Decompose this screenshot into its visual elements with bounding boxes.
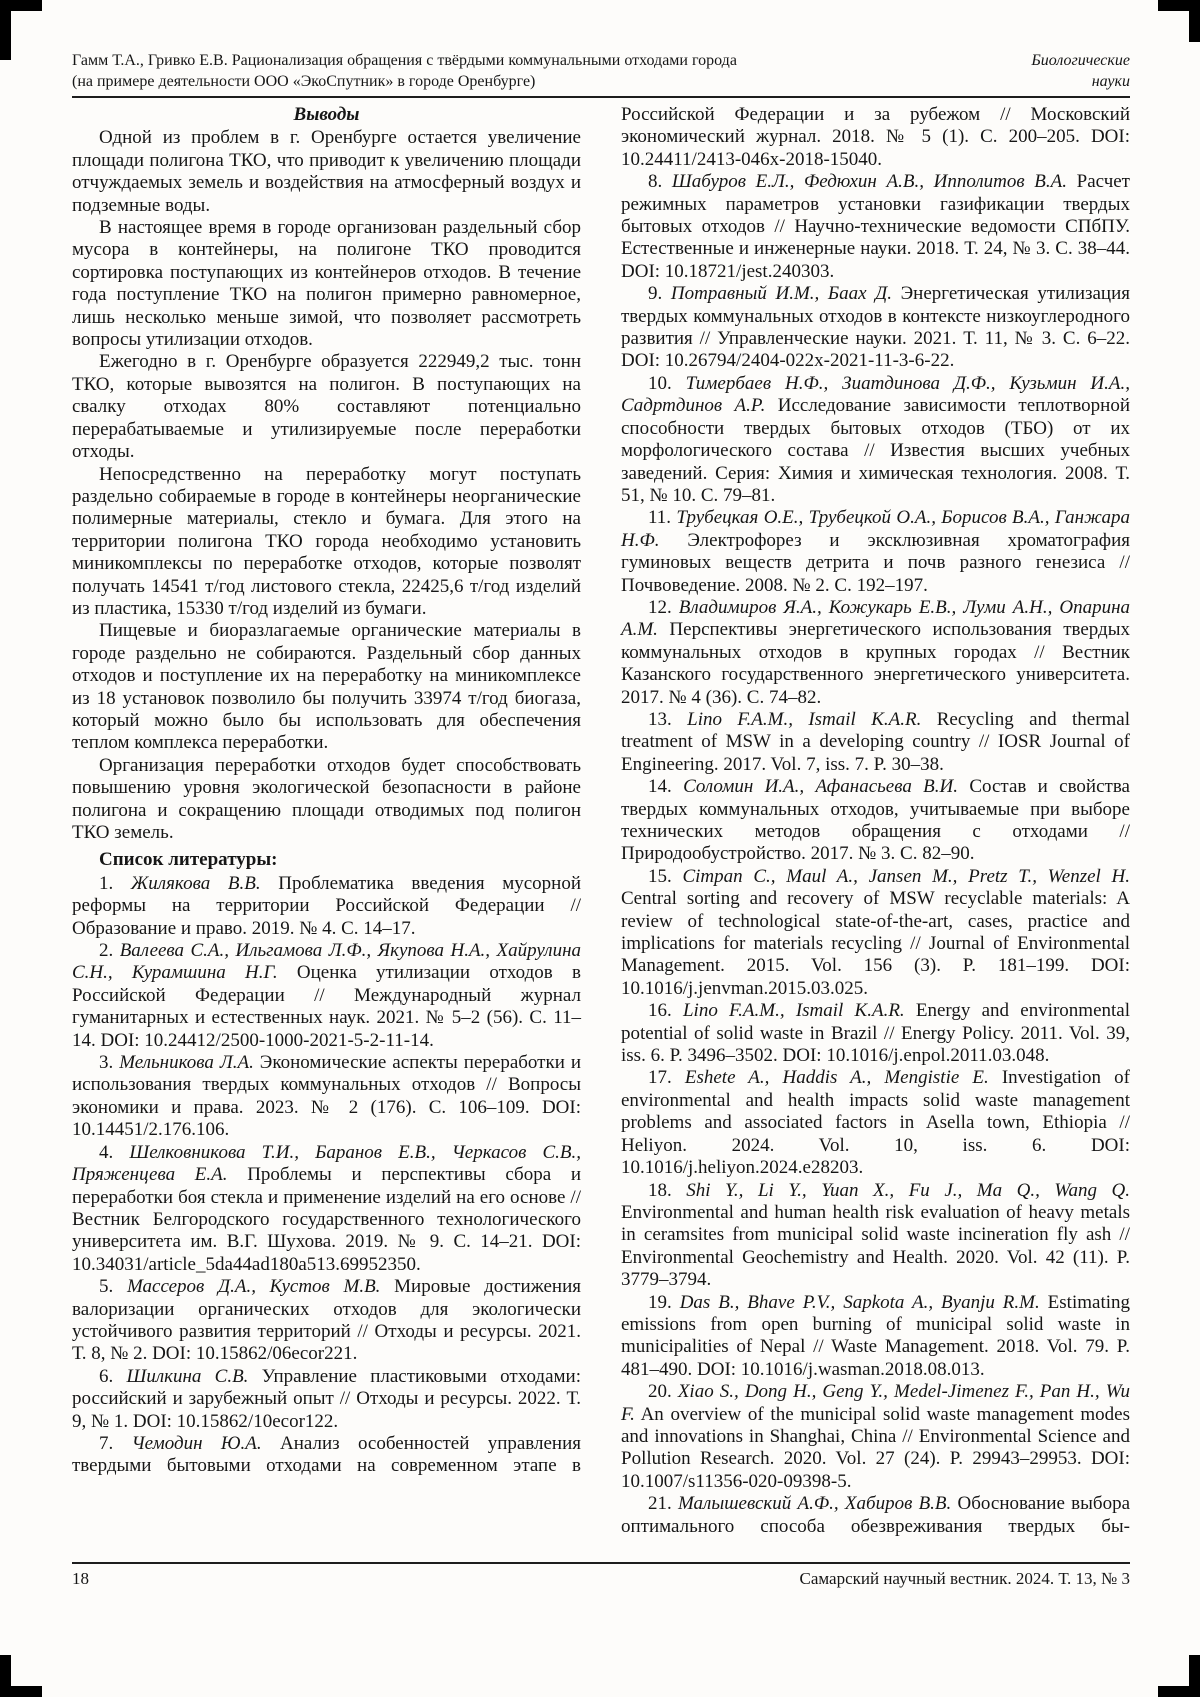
reference-text: Состав и свойства твердых коммунальных отходов, учитываемые при выборе технических методов обращения с отходами // Природообустройство. 2017. № 3. С. 82–90. (621, 776, 1130, 865)
reference-number: 18. (648, 1179, 672, 1201)
reference-text: Recycling and thermal treatment of MSW in a developing country // IOSR Journal of Engineering. 2017. Vol. 7, iss. 7. P. 30–38. (621, 708, 1130, 775)
reference-text: Оценка утилизации отходов в Российской Федерации // Международный журнал гуманитарных и естественных наук. 2021. № 5–2 (56). С. 11–14. DOI: 10.24412/2500-1000-2021-5-2-11-14. (72, 962, 582, 1051)
reference-item (621, 283, 1130, 373)
reference-authors: Das B., Bhave P.V., Sapkota A., Byanju R.M. (679, 1291, 1040, 1313)
reference-text: Перспективы энергетического использования твердых коммунальных отходов в крупных городах // Вестник Казанского государственного энергетического университета. 2017. № 4 (36). С. 74–82. (621, 619, 1130, 708)
reference-authors: Владимиров Я.А., Кожукарь Е.В., Луми А.Н., Опарина А.М. (621, 596, 1130, 641)
reference-item (72, 1052, 581, 1142)
reference-number: 9. (648, 283, 663, 305)
header-line-2 (72, 71, 1130, 92)
reference-authors: Массеров Д.А., Кустов М.В. (126, 1276, 381, 1298)
reference-number: 1. (99, 872, 114, 894)
right-column (621, 104, 1130, 1560)
reference-item (621, 507, 1130, 597)
running-title-line2: (на примере деятельности ООО «ЭкоСпутник» в городе Оренбурге) (72, 73, 536, 90)
paragraph: Организация переработки отходов будет способствовать повышению уровня экологической безопасности в районе полигона и сокращению площади отводимых под полигон ТКО земель. (72, 754, 581, 843)
reference-text: Исследование зависимости теплотворной способности твердых бытовых отходов (ТБО) от их морфологического состава // Известия высших учебных заведений. Серия: Химия и химическая технология. 2008. Т. 51, № 10. С. 79–81. (621, 395, 1130, 506)
reference-item (621, 776, 1130, 866)
reference-text: Мировые достижения валоризации органических отходов для экологически устойчивого развития территорий // Отходы и ресурсы. 2021. Т. 8, № 2. DOI: 10.15862/06ecor221. (72, 1276, 582, 1365)
paragraph: Непосредственно на переработку могут поступать раздельно собираемые в городе в контейнеры неорганические полимерные материалы, стекло и бумага. Для этого на территории полигона ТКО города необходимо установить миникомплексы по переработке отходов, которые позволят получать 14541 т/год листового стекла, 22425,6 т/год изделий из пластика, 15330 т/год изделий из бумаги. (72, 463, 581, 619)
reference-number: 6. (99, 1365, 114, 1387)
reference-item (621, 597, 1130, 709)
left-column (72, 104, 581, 1560)
reference-authors: Шелковникова Т.И., Баранов Е.В., Черкасов С.В., Пряженцева Е.А. (72, 1141, 581, 1186)
reference-authors: Lino F.A.M., Ismail K.A.R. (682, 1000, 905, 1022)
reference-authors: Cimpan C., Maul A., Jansen M., Pretz T., Wenzel H. (682, 865, 1130, 887)
reference-number: 16. (648, 1000, 672, 1022)
reference-number: 7. (99, 1432, 114, 1454)
reference-item (621, 1180, 1130, 1292)
reference-authors: Трубецкая О.Е., Трубецкой О.А., Борисов В.А., Ганжара Н.Ф. (621, 507, 1130, 551)
reference-authors: Валеева С.А., Ильгамова Л.Ф., Якупова Н.А., Хайрулина С.Н., Курамшина Н.Г. (72, 940, 581, 984)
paragraph: Одной из проблем в г. Оренбурге остается увеличение площади полигона ТКО, что приводит к увеличению площади отчуждаемых земель и воздействия на атмосферный воздух и подземные воды. (72, 127, 581, 216)
reference-item (621, 709, 1130, 776)
paragraph: Ежегодно в г. Оренбурге образуется 222949,2 тыс. тонн ТКО, которые вывозятся на полигон. В поступающих на свалку отходах 80% составляют потенциально перерабатываемые и утилизируемые после переработки отходы. (72, 351, 581, 463)
reference-text: Обоснование выбора оптимального способа обезвреживания твердых бы- (621, 1493, 1130, 1537)
crop-mark-icon (0, 0, 11, 60)
reference-text: Расчет режимных параметров установки газификации твердых бытовых отходов // Научно-технические ведомости СПбПУ. Естественные и инженерные науки. 2018. Т. 24, № 3. С. 38–44. DOI: 10.18721/jest.240303. (621, 171, 1130, 282)
reference-number: 21. (648, 1493, 672, 1515)
reference-number: 2. (99, 940, 114, 962)
reference-authors: Lino F.A.M., Ismail K.A.R. (687, 708, 922, 730)
reference-number: 19. (648, 1291, 672, 1313)
reference-item (621, 1000, 1130, 1067)
section-label-line1: Биологические (1031, 52, 1130, 69)
reference-authors: Мельникова Л.А. (119, 1052, 254, 1074)
reference-item (621, 373, 1130, 507)
reference-text: Environmental and human health risk evaluation of heavy metals in ceramsites from municipal solid waste incineration fly ash // Environmental Geochemistry and Health. 2020. Vol. 42 (11). P. 3779–3794. (621, 1201, 1130, 1291)
reference-authors: Шабуров Е.Л., Федюхин А.В., Ипполитов В.А. (671, 171, 1067, 193)
reference-number: 12. (648, 596, 672, 618)
page-header (72, 50, 1130, 92)
header-line-1 (72, 50, 1130, 71)
reference-item (72, 1433, 581, 1478)
reference-continuation: Российской Федерации и за рубежом // Московский экономический журнал. 2018. № 5 (1). С. 200–205. DOI: 10.24411/2413-046x-2018-15040. (621, 104, 1130, 170)
section-label-line2: науки (1091, 73, 1130, 90)
reference-authors: Xiao S., Dong H., Geng Y., Medel-Jimenez F., Pan H., Wu F. (621, 1381, 1130, 1425)
page-footer (72, 1567, 1130, 1590)
references-heading: Список литературы: (99, 849, 278, 871)
reference-number: 4. (99, 1141, 114, 1163)
article-body (72, 104, 1130, 1560)
crop-mark-icon (0, 1655, 11, 1697)
reference-authors: Потравный И.М., Баах Д. (670, 283, 893, 305)
paragraph: В настоящее время в городе организован раздельный сбор мусора в контейнеры, на полигоне ТКО проводится сортировка поступающих из контейнеров отходов. В течение года поступление ТКО на полигон примерно равномерное, лишь несколько меньше зимой, что позволяет рассмотреть вопросы утилизации отходов. (72, 217, 581, 351)
reference-item (621, 1493, 1130, 1538)
reference-number: 14. (648, 776, 672, 798)
reference-text: Анализ особенностей управления твердыми бытовыми отходами на современном этапе в (72, 1432, 582, 1477)
reference-authors: Shi Y., Li Y., Yuan X., Fu J., Ma Q., Wang Q. (686, 1179, 1130, 1201)
reference-authors: Жилякова В.В. (130, 872, 261, 894)
reference-authors: Малышевский А.Ф., Хабиров В.В. (678, 1493, 952, 1515)
reference-item (72, 1276, 581, 1366)
reference-authors: Чемодин Ю.А. (131, 1432, 262, 1454)
reference-text: Проблематика введения мусорной реформы на территории Российской Федерации // Образование и право. 2019. № 4. С. 14–17. (72, 872, 582, 939)
reference-number: 17. (648, 1067, 672, 1089)
reference-text: Экономические аспекты переработки и использования твердых коммунальных отходов // Вопросы экономики и права. 2023. № 2 (176). С. 106–109. DOI: 10.14451/2.176.106. (72, 1052, 581, 1141)
journal-reference: Самарский научный вестник. 2024. Т. 13, № 3 (799, 1569, 1130, 1588)
reference-number: 20. (648, 1381, 672, 1403)
reference-item (621, 171, 1130, 283)
reference-number: 15. (648, 865, 672, 887)
crop-mark-icon (1189, 1655, 1200, 1697)
reference-item (72, 873, 581, 940)
reference-text: Investigation of environmental and health impacts solid waste management problems and associated factors in Asella town, Ethiopia // Heliyon. 2024. Vol. 10, iss. 6. DOI: 10.1016/j.heliyon.2024.e28203. (621, 1067, 1130, 1179)
reference-text: Central sorting and recovery of MSW recyclable materials: A review of technological state-of-the-art, cases, practice and implications for materials recycling // Journal of Environmental Management. 2015. Vol. 156 (3). P. 181–199. DOI: 10.1016/j.jenvman.2015.03.025. (621, 888, 1130, 999)
reference-item (72, 1142, 581, 1276)
reference-item (72, 940, 581, 1052)
header-rule (72, 96, 1130, 98)
running-title-line1: Гамм Т.А., Гривко Е.В. Рационализация обращения с твёрдыми коммунальными отходами города (72, 52, 737, 69)
reference-item (621, 1292, 1130, 1382)
reference-text: An overview of the municipal solid waste management modes and innovations in Shanghai, China // Environmental Science and Pollution Research. 2020. Vol. 27 (24). P. 29943–29953. DOI: 10.1007/s11356-020-09398-5. (621, 1403, 1130, 1492)
conclusions-heading: Выводы (293, 104, 360, 125)
reference-number: 13. (648, 708, 672, 730)
reference-authors: Шилкина С.В. (126, 1365, 249, 1387)
reference-item (621, 1067, 1130, 1179)
footer-rule (72, 1562, 1130, 1564)
reference-text: Estimating emissions from open burning of municipal solid waste in municipalities of Nepal // Waste Management. 2018. Vol. 79. P. 481–490. DOI: 10.1016/j.wasman.2018.08.013. (621, 1291, 1130, 1380)
reference-item (72, 1366, 581, 1433)
reference-text: Energy and environmental potential of solid waste in Brazil // Energy Policy. 2011. Vol. 39, iss. 6. P. 3496–3502. DOI: 10.1016/j.enpol.2011.03.048. (621, 1000, 1130, 1067)
reference-item (621, 1381, 1130, 1493)
reference-authors: Тимербаев Н.Ф., Зиатдинова Д.Ф., Кузьмин И.А., Садртдинов А.Р. (621, 372, 1130, 417)
reference-text: Электрофорез и эксклюзивная хроматография гуминовых веществ детрита и почв разного генезиса // Почвоведение. 2008. № 2. С. 192–197. (621, 529, 1130, 596)
reference-number: 5. (99, 1276, 114, 1298)
reference-text: Проблемы и перспективы сбора и переработки боя стекла и применение изделий на его основе // Вестник Белгородского государственного технологического университета им. В.Г. Шухова. 2019. № 9. С. 14–21. DOI: 10.34031/article_5da44ad180a513.69952350. (72, 1164, 581, 1275)
reference-number: 8. (648, 171, 663, 193)
reference-number: 3. (99, 1052, 114, 1074)
reference-number: 11. (648, 507, 672, 529)
crop-mark-icon (1189, 0, 1200, 42)
reference-authors: Соломин И.А., Афанасьева В.И. (683, 776, 958, 798)
reference-text: Управление пластиковыми отходами: российский и зарубежный опыт // Отходы и ресурсы. 2022. Т. 9, № 1. DOI: 10.15862/10ecor122. (72, 1365, 581, 1432)
reference-authors: Eshete A., Haddis A., Mengistie E. (684, 1067, 989, 1089)
paragraph: Пищевые и биоразлагаемые органические материалы в городе раздельно не собираются. Раздельный сбор данных отходов и поступление их на переработку на миникомплексе из 18 установок позволило бы получить 33974 т/год биогаза, который можно было бы использовать для обеспечения теплом комплекса переработки. (72, 620, 581, 754)
reference-number: 10. (648, 372, 672, 394)
reference-text: Энергетическая утилизация твердых коммунальных отходов в контексте низкоуглеродного развития // Управленческие науки. 2021. Т. 11, № 3. С. 6–22. DOI: 10.26794/2404-022x-2021-11-3-6-22. (621, 283, 1130, 372)
page-number: 18 (72, 1569, 89, 1588)
reference-item (621, 866, 1130, 1000)
